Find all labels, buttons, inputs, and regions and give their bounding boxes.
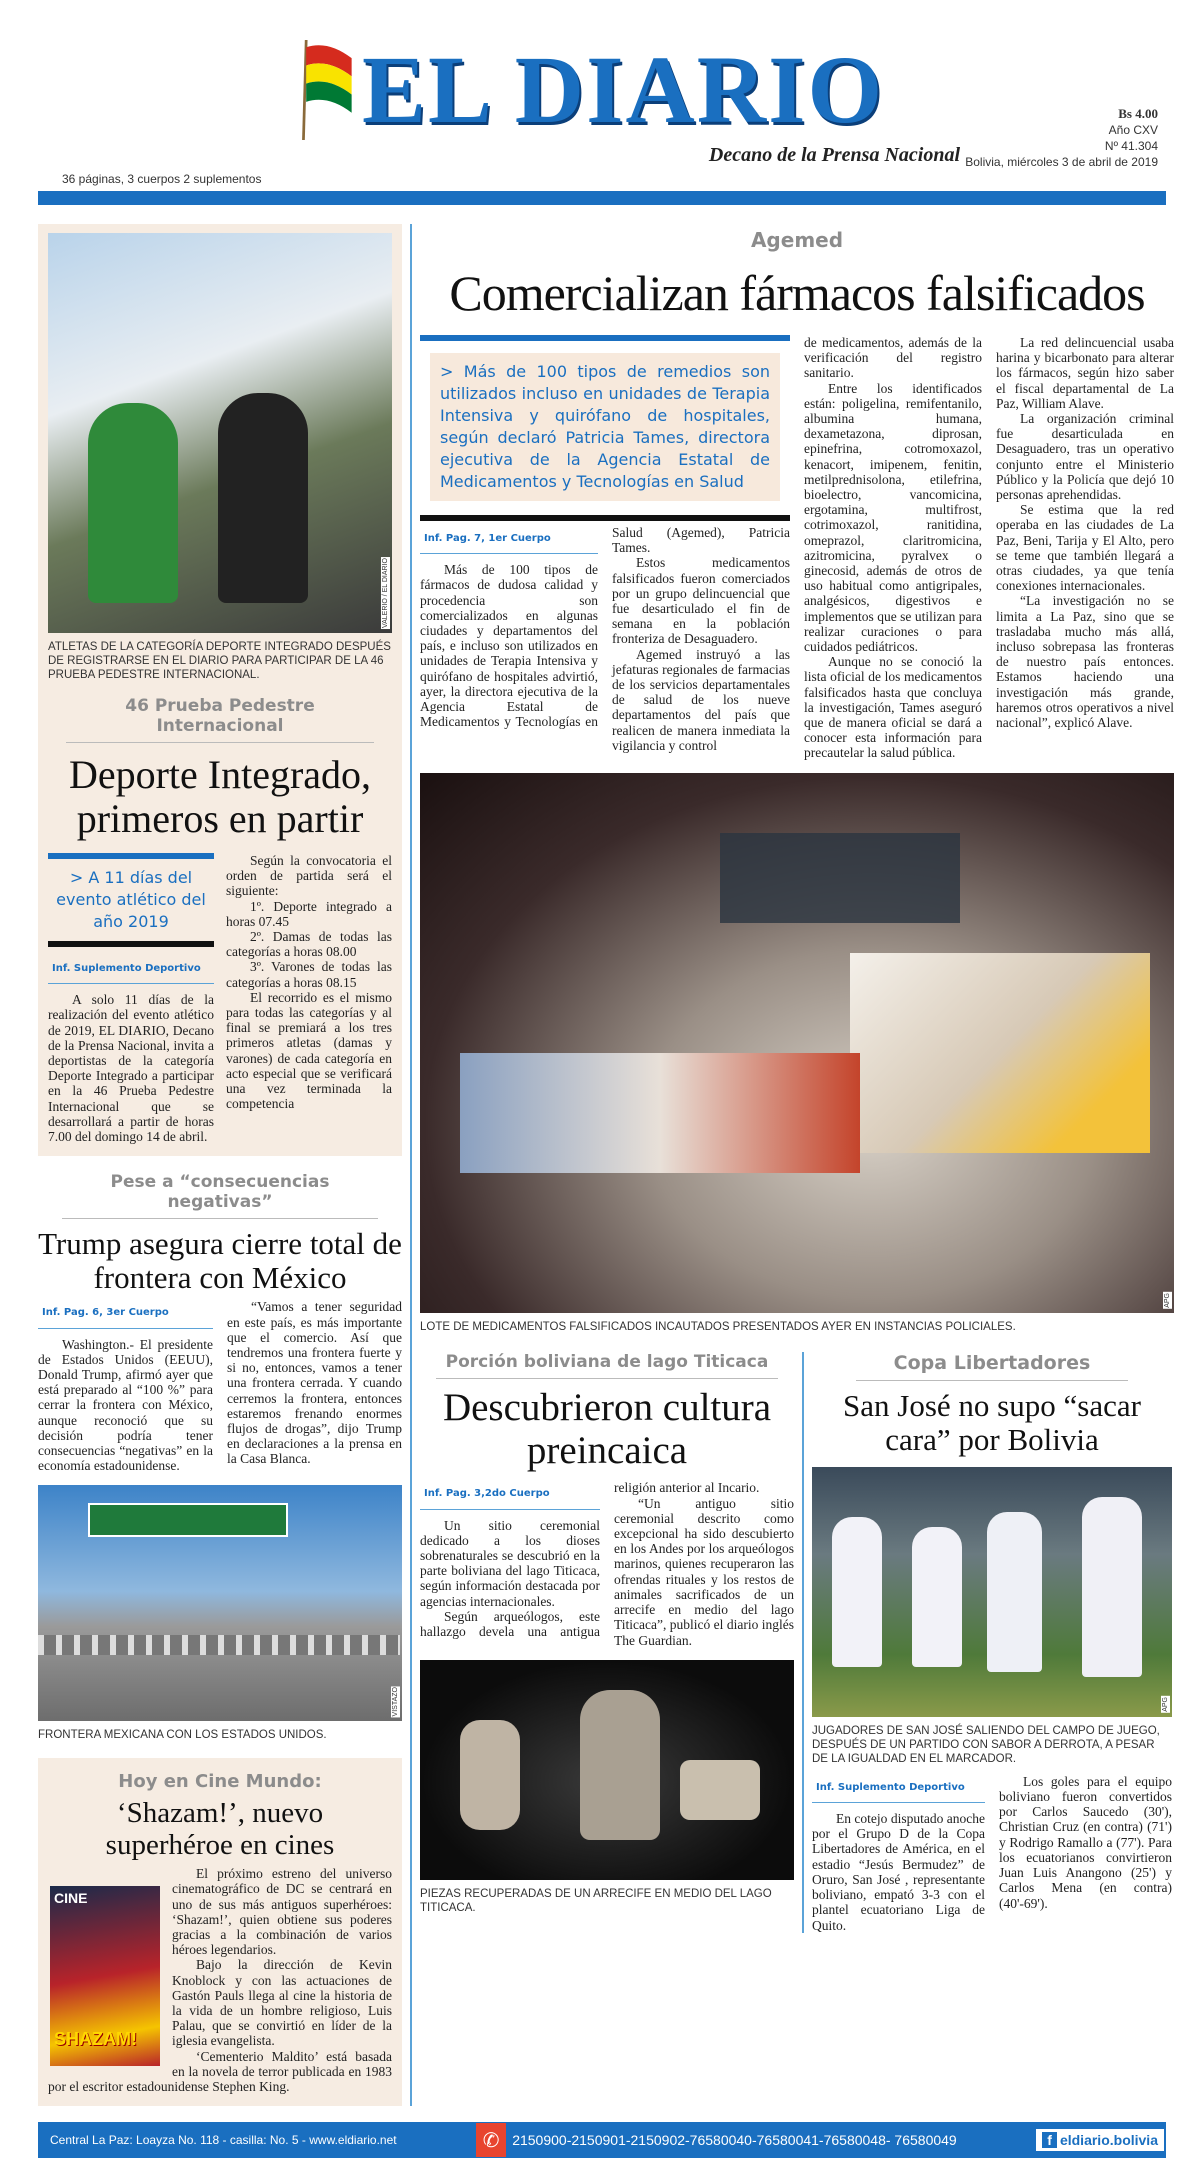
paragraph: Washington.- El presidente de Estados Unidos (EEUU), Donald Trump, afirmó ayer que está preparado al “100 %” para cerrar la frontera con México, aunque reconoció que su decisión podría tener consecuencias “negativas” en la economía estadounidense. [38,1336,213,1474]
source-ref: Inf. Suplemento Deportivo [812,1774,985,1803]
main-left-block [420,335,790,753]
headline[interactable]: Descubrieron cultura preincaica [442,1385,772,1472]
paragraph: “La investigación no se limita a La Paz, sino que se trasladaba mucho más allá, incluso sobrepasa las fronteras de nuestro país entonces. Estamos haciendo una investigación más grande, haremos otros operativos a nivel nacional”, explicó Alave. [996,593,1174,731]
photo-credit: VISTAZO [392,1687,399,1717]
footer-contact [476,2123,957,2157]
paragraph: Aunque no se conoció la lista oficial de los medicamentos falsificados hasta que concluya la investigación, Tames aseguró que de manera oficial se dará a conocer esta información para precautelar la salud pública. [804,654,982,761]
headline[interactable]: Deporte Integrado, primeros en partir [68,752,372,841]
headline[interactable]: ‘Shazam!’, nuevo superhéroe en cines [105,1797,335,1862]
year: Año CXV [1108,123,1158,137]
paragraph: Más de 100 tipos de fármacos de dudosa calidad y procedencia son comercializados en algunas ciudades y departamentos del país, e incluso son utilizados en unidades de Terapia Intensiva y quirófano de hospitales advirtió, ayer, la directora ejecutiva de la Agencia Estatal de Medicamentos y Tecnologías en Salud (Agemed), Patricia Tames. [420,525,790,730]
sport-article [38,224,402,1156]
paragraph: “Un antiguo sitio ceremonial descrito como excepcional ha sido descubierto en los Andes por los arqueólogos marinos, quienes recuperaron las ofrendas rituales y los restos de animales sacrificados de un arrecife en medio del lago Titicaca”, publicó el diario inglés The Guardian. [614,1495,794,1648]
paragraph: Un sitio ceremonial dedicado a los dioses sobrenaturales se descubrió en la parte boliviana del lago Titicaca, según información destacada por agencias internacionales. [420,1517,600,1609]
photo-credit: APG [1162,1697,1169,1712]
footer-address[interactable]: Central La Paz: Loayza No. 118 - casilla: No. 5 - www.eldiario.net [50,2133,397,2148]
divider [48,941,214,947]
price: Bs 4.00 [1118,106,1158,121]
paragraph: La red delincuencial usaba harina y bicarbonato para alterar los fármacos, según hizo saber el fiscal departamental de La Paz, William Alave. [996,335,1174,411]
kicker: Porción boliviana de lago Titicaca [436,1352,778,1379]
column-divider [802,1352,804,1933]
athletes-photo[interactable] [48,233,392,633]
source-ref: Inf. Suplemento Deportivo [48,955,214,984]
source-ref: Inf. Pag. 3,2do Cuerpo [420,1480,600,1509]
kicker: Agemed [750,228,844,252]
article-body [48,1866,392,2094]
pull-quote: > Más de 100 tipos de remedios son utilizados incluso en unidades de Terapia Intensiva y quirófano de hospitales, según declaró Patricia Tames, directora ejecutiva de la Agencia Estatal de Medicamentos y Tecnologías en Salud [430,353,780,501]
paragraph: Según arqueólogos, este hallazgo devela una antigua religión anterior al Incario. [420,1480,760,1640]
paragraph: ‘Cementerio Maldito’ está basada en la novela de terror publicada en 1983 por el escritor estadounidense Stephen King. [48,2048,392,2095]
right-column [420,224,1174,1933]
paragraph: Según la convocatoria el orden de partida será el siguiente: [226,853,392,899]
paragraph: A solo 11 días de la realización del evento atlético de 2019, EL DIARIO, Decano de la Prensa Nacional, invita a deportistas de la categoría Deporte Integrado a participar en la 46 Prueba Pedestre Internacional que se desarrollará a partir de horas 7.00 del domingo 14 de abril. [48,992,214,1145]
date: Bolivia, miércoles 3 de abril de 2019 [965,155,1158,169]
headline[interactable]: Comercializan fármacos falsificados [449,265,1145,321]
kicker: Hoy en Cine Mundo: [118,1771,322,1793]
article-body [420,1480,794,1647]
kicker: 46 Prueba Pedestre Internacional [66,696,374,743]
footer-phones: 2150900-2150901-2150902-76580040-76580041-76580048- 76580049 [512,2132,957,2149]
bottom-row [420,1352,1174,1933]
tagline: Decano de la Prensa Nacional [708,144,960,166]
source-ref: Inf. Pag. 6, 3er Cuerpo [38,1299,213,1328]
article-body [812,1774,1172,1933]
medicines-photo[interactable] [420,773,1174,1313]
paragraph: El próximo estreno del universo cinematográfico de DC se centrará en uno de sus más antiguos superhéroes: ‘Shazam!’, quien obtiene sus poderes gracias a la combinación de varios héroes legendarios. [172,1866,392,1958]
copa-article [812,1352,1172,1933]
footer-bar [38,2122,1166,2158]
page-content [38,224,1174,2106]
paragraph: El recorrido es el mismo para todas las categorías y al final se premiará a los tres primeros atletas (damas y varones) de cada categoría en acto especial que se verificará una vez terminada la competencia [226,989,392,1112]
main-article [420,335,1174,761]
article-column [226,853,392,1111]
paragraph: Se estima que la red operaba en las ciudades de La Paz, Beni, Tarija y El Alto, pero se teme que también llegará a otras ciudades, ya que tenía conexiones internacionales. [996,502,1174,594]
headline[interactable]: Trump asegura cierre total de frontera con México [38,1226,402,1296]
phone-icon: ✆ [476,2123,506,2157]
photo-credit: VALERIO / EL DIARIO [382,557,389,628]
titicaca-article [420,1352,794,1915]
facebook-link[interactable] [1036,2129,1164,2151]
photo-caption: PIEZAS RECUPERADAS DE UN ARRECIFE EN MEDIO DEL LAGO TITICACA. [420,1887,772,1914]
paragraph: 2º. Damas de todas las categorías a horas 08.00 [226,929,392,960]
paragraph: de medicamentos, además de la verificación del registro sanitario. [804,335,982,381]
divider [420,515,790,521]
paragraph: Agemed instruyó a las jefaturas regionales de farmacias de los servicios departamentales de salud de los nueve departamentos del país que realicen de manera inmediata la vigilancia y control [612,646,790,753]
photo-credit: APG [1164,1292,1171,1308]
shazam-poster[interactable] [50,1886,160,2066]
article-body-continued [804,335,1174,761]
football-photo[interactable] [812,1467,1172,1717]
paragraph: En cotejo disputado anoche por el Grupo D de la Copa Libertadores de América, en el estadio “Jesús Bermudez” de Oruro, San José , representante boliviano, empató 3-3 con el plantel ecuatoriano Liga de Quito. [812,1811,985,1933]
photo-caption: FRONTERA MEXICANA CON LOS ESTADOS UNIDOS. [38,1729,327,1742]
article-body [420,525,790,753]
article-body [48,853,392,1144]
masthead-bar [38,191,1166,205]
kicker: Copa Libertadores [856,1352,1128,1381]
photo-caption: LOTE DE MEDICAMENTOS FALSIFICADOS INCAUTADOS PRESENTADOS AYER EN INSTANCIAS POLICIALES. [420,1320,1016,1333]
trump-article [38,1172,402,1473]
divider [420,335,790,341]
photo-caption: ATLETAS DE LA CATEGORÍA DEPORTE INTEGRADO DESPUÉS DE REGISTRARSE EN EL DIARIO PARA PARTICIPAR DE LA 46 PRUEBA PEDESTRE INTERNACIONAL. [48,641,391,681]
edition-meta [965,106,1158,170]
paragraph: “Vamos a tener seguridad en este país, es más importante que el comercio. Así que tendremos una frontera fuerte y si no, entonces, vamos a tener una frontera cerrada. Y cuando cerremos la frontera, entonces estaremos frenando enormes flujos de drogas”, dijo Trump en declaraciones a la prensa en la Casa Blanca. [227,1299,402,1467]
kicker: Pese a “consecuencias negativas” [62,1172,378,1219]
article-column [48,853,214,1144]
bolivia-flag-icon [300,40,356,140]
logo-text: EL DIARIO [362,36,885,143]
paragraph: 1º. Deporte integrado a horas 07.45 [226,898,392,929]
cine-article [38,1758,402,2106]
artifacts-photo[interactable] [420,1660,794,1880]
issue-number: Nº 41.304 [1104,139,1158,153]
edition-info: 36 páginas, 3 cuerpos 2 suplementos [62,172,262,186]
paragraph: La organización criminal fue desarticulada en Desaguadero, tras un operativo conjunto entre el Ministerio Público y la Policía que dejó 10 personas aprehendidas. [996,411,1174,503]
paragraph: Estos medicamentos falsificados fueron comerciados por un grupo delincuencial que fue desarticulado el fin de semana en la población fronteriza de Desaguadero. [612,555,790,647]
column-divider [410,224,412,2106]
paragraph: Los goles para el equipo boliviano fueron convertidos por Carlos Saucedo (30'), Christian Cruz (en contra) (71') y Rodrigo Ramallo a (77'). Para los ecuatorianos convirtieron Juan Luis Anangono (25') y Carlos Mena (en contra) (40'-69'). [999,1773,1172,1911]
paragraph: Entre los identificados están: poligelina, remifentanilo, albumina humana, dexametazona, diprosan, epinefrina, cotromoxazol, kenacort, imipenem, fenitin, metilprednisolona, etilefrina, bioelectro, vancomicina, ergotamina, multifrost, cotrimoxazol, ranitidina, omeprazol, claritromicina, azitromicina, pyralvex o ginecosid, además de otros de uso habitual como antigripales, analgésicos, digestivos e implementos que se utilizan para realizar curaciones o para cuidados pediátricos. [804,380,982,655]
photo-caption: JUGADORES DE SAN JOSÉ SALIENDO DEL CAMPO DE JUEGO, DESPUÉS DE UN PARTIDO CON SABOR A DERROTA, A PESAR DE LA IGUALDAD EN EL MARCADOR. [812,1724,1160,1765]
paragraph: 3º. Varones de todas las categorías a horas 08.15 [226,959,392,990]
source-ref: Inf. Pag. 7, 1er Cuerpo [420,525,598,554]
facebook-handle: eldiario.bolivia [1059,2132,1158,2149]
border-photo[interactable] [38,1485,402,1721]
poster-title: SHAZAM! [54,2029,137,2050]
masthead-logo[interactable] [300,36,960,170]
left-column [38,224,402,2106]
pull-quote: > A 11 días del evento atlético del año 2019 [56,868,206,931]
article-body [38,1299,402,1473]
facebook-icon: f [1042,2132,1057,2148]
poster-brand: CINE [54,1890,88,1907]
masthead [0,0,1200,206]
paragraph: Bajo la dirección de Kevin Knoblock y con las actuaciones de Gastón Pauls llega al cine la historia de la vida de un hombre religioso, Luis Palau, que se convirtió en líder de la iglesia evangelista. [172,1957,392,2049]
headline[interactable]: San José no supo “sacar cara” por Bolivia [843,1387,1141,1457]
